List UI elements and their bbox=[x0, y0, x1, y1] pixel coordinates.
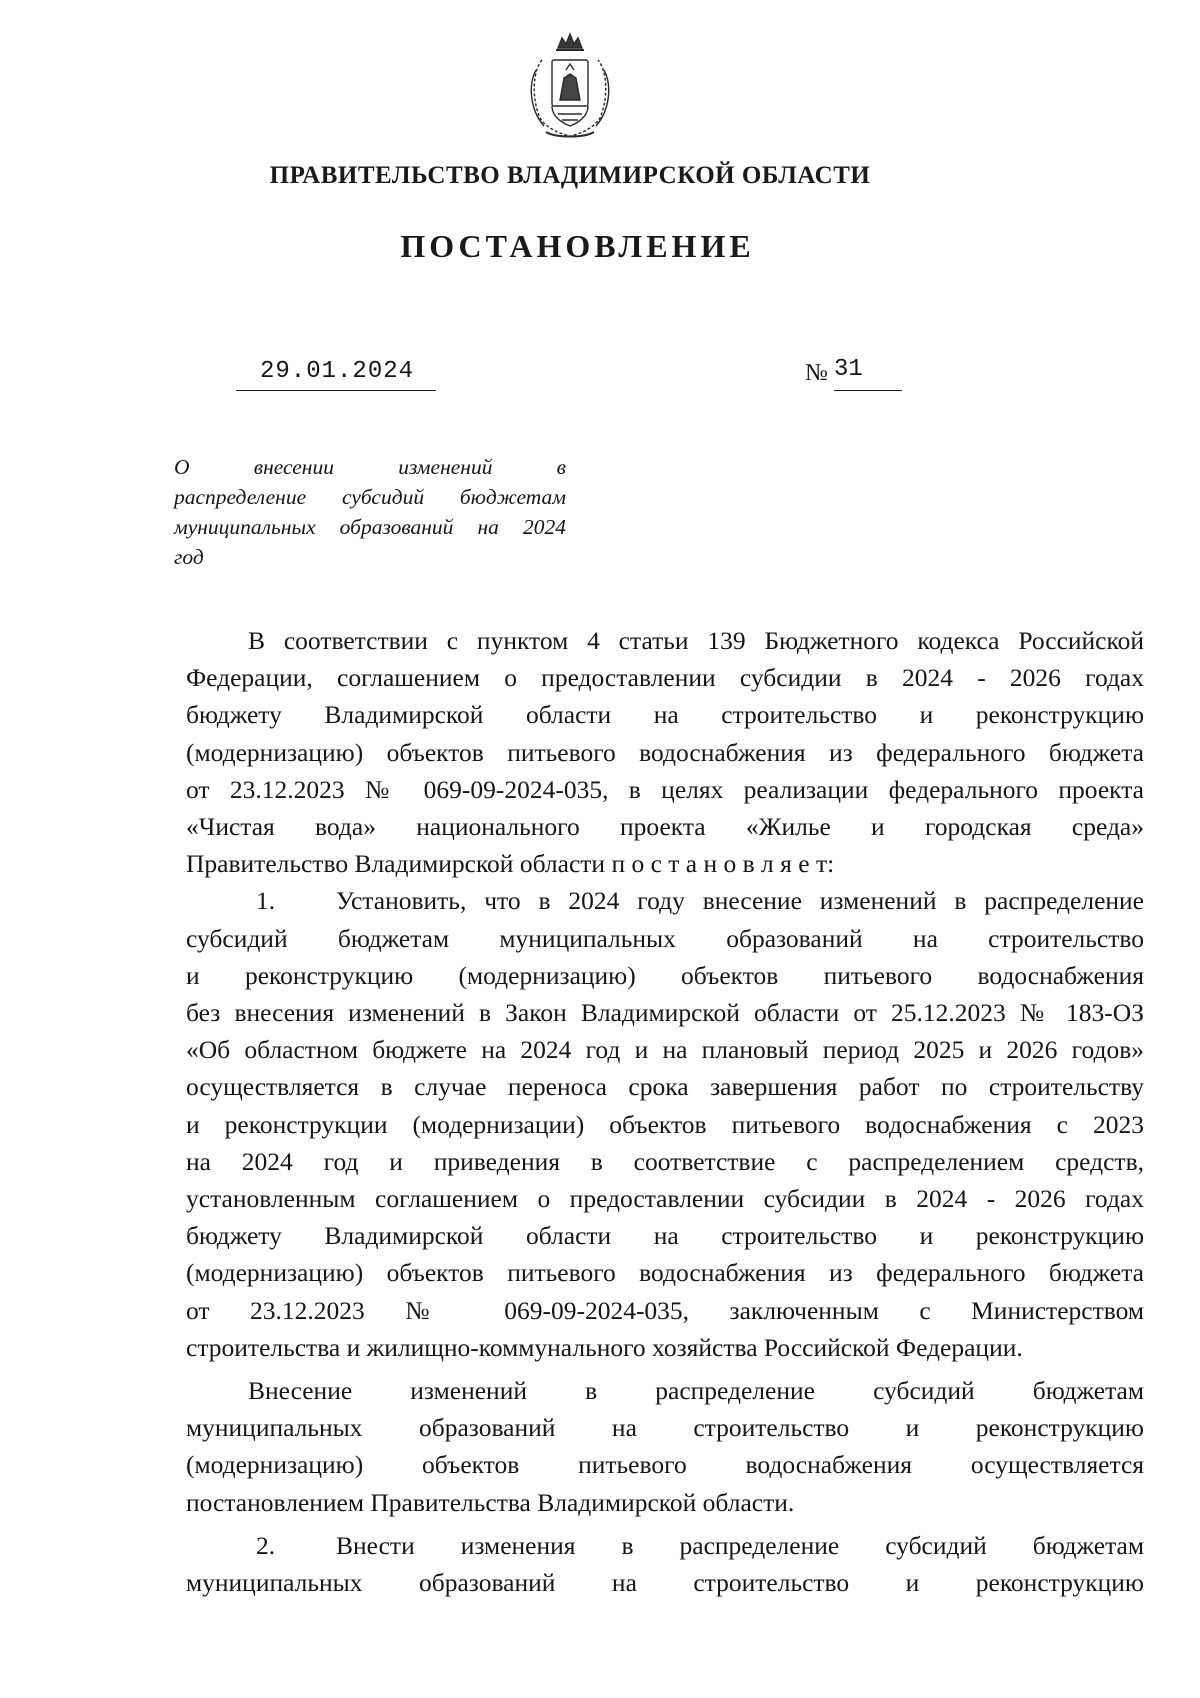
body-line: В соответствии с пунктом 4 статьи 139 Бюджетного кодекса Российской bbox=[248, 626, 1144, 655]
document-number: 31 bbox=[834, 356, 863, 383]
body-line: от 23.12.2023 № 069-09-2024-035, заключенным с Министерством bbox=[186, 1295, 1144, 1325]
body-line: бюджету Владимирской области на строительство и реконструкцию bbox=[186, 1221, 1144, 1251]
item-2-first-line bbox=[186, 1527, 1144, 1564]
document-body bbox=[186, 622, 1144, 1601]
body-line: строительства и жилищно-коммунального хозяйства Российской Федерации. bbox=[186, 1332, 1023, 1362]
document-number-field bbox=[834, 358, 902, 391]
body-line: от 23.12.2023 № 069-09-2024-035, в целях реализации федерального проекта bbox=[186, 774, 1144, 804]
organization-title: ПРАВИТЕЛЬСТВО ВЛАДИМИРСКОЙ ОБЛАСТИ bbox=[269, 162, 871, 189]
subject-line: О внесении изменений в bbox=[174, 455, 566, 479]
number-sign: № bbox=[805, 360, 828, 386]
body-line: и реконструкцию (модернизацию) объектов питьевого водоснабжения bbox=[186, 960, 1144, 990]
subject-line: муниципальных образований на 2024 bbox=[174, 515, 566, 539]
body-line: осуществляется в случае переноса срока завершения работ по строительству bbox=[186, 1072, 1144, 1102]
body-line: Внесение изменений в распределение субсидий бюджетам bbox=[248, 1376, 1144, 1406]
body-line: и реконструкции (модернизации) объектов питьевого водоснабжения с 2023 bbox=[186, 1109, 1144, 1139]
body-line: без внесения изменений в Закон Владимирской области от 25.12.2023 № 183-ОЗ bbox=[186, 998, 1144, 1028]
body-line: муниципальных образований на строительство и реконструкцию bbox=[186, 1568, 1144, 1598]
body-line: Внести изменения в распределение субсидий бюджетам bbox=[336, 1530, 1144, 1560]
item-1-number: 1. bbox=[256, 886, 276, 916]
body-line: установленным соглашением о предоставлении субсидии в 2024 - 2026 годах bbox=[186, 1184, 1144, 1214]
body-line: бюджету Владимирской области на строительство и реконструкцию bbox=[186, 700, 1144, 730]
body-line: (модернизацию) объектов питьевого водоснабжения осуществляется bbox=[186, 1450, 1144, 1480]
item-2-number: 2. bbox=[256, 1530, 276, 1560]
subject-line: год bbox=[174, 545, 204, 569]
body-line: Федерации, соглашением о предоставлении субсидии в 2024 - 2026 годах bbox=[186, 663, 1144, 693]
body-line: «Об областном бюджете на 2024 год и на плановый период 2025 и 2026 годов» bbox=[186, 1035, 1144, 1065]
body-line: (модернизацию) объектов питьевого водоснабжения из федерального бюджета bbox=[186, 737, 1144, 767]
body-line: Установить, что в 2024 году внесение изменений в распределение bbox=[336, 886, 1144, 916]
document-date: 29.01.2024 bbox=[260, 358, 415, 385]
body-line: постановлением Правительства Владимирской области. bbox=[186, 1487, 795, 1517]
body-line: (модернизацию) объектов питьевого водоснабжения из федерального бюджета bbox=[186, 1258, 1144, 1288]
body-line: «Чистая вода» национального проекта «Жилье и городская среда» bbox=[186, 812, 1144, 842]
body-line: на 2024 год и приведения в соответствие с распределением средств, bbox=[186, 1146, 1144, 1176]
coat-of-arms-emblem bbox=[520, 30, 620, 140]
document-date-field bbox=[236, 358, 436, 391]
body-line: субсидий бюджетам муниципальных образований на строительство bbox=[186, 923, 1144, 953]
body-line: муниципальных образований на строительство и реконструкцию bbox=[186, 1413, 1144, 1443]
document-subject bbox=[174, 452, 566, 572]
subject-line: распределение субсидий бюджетам bbox=[174, 485, 566, 509]
body-line: Правительство Владимирской области п о с т а н о в л я е т: bbox=[186, 849, 835, 879]
item-1-first-line bbox=[186, 882, 1144, 919]
document-type-title: ПОСТАНОВЛЕНИЕ bbox=[400, 228, 755, 264]
